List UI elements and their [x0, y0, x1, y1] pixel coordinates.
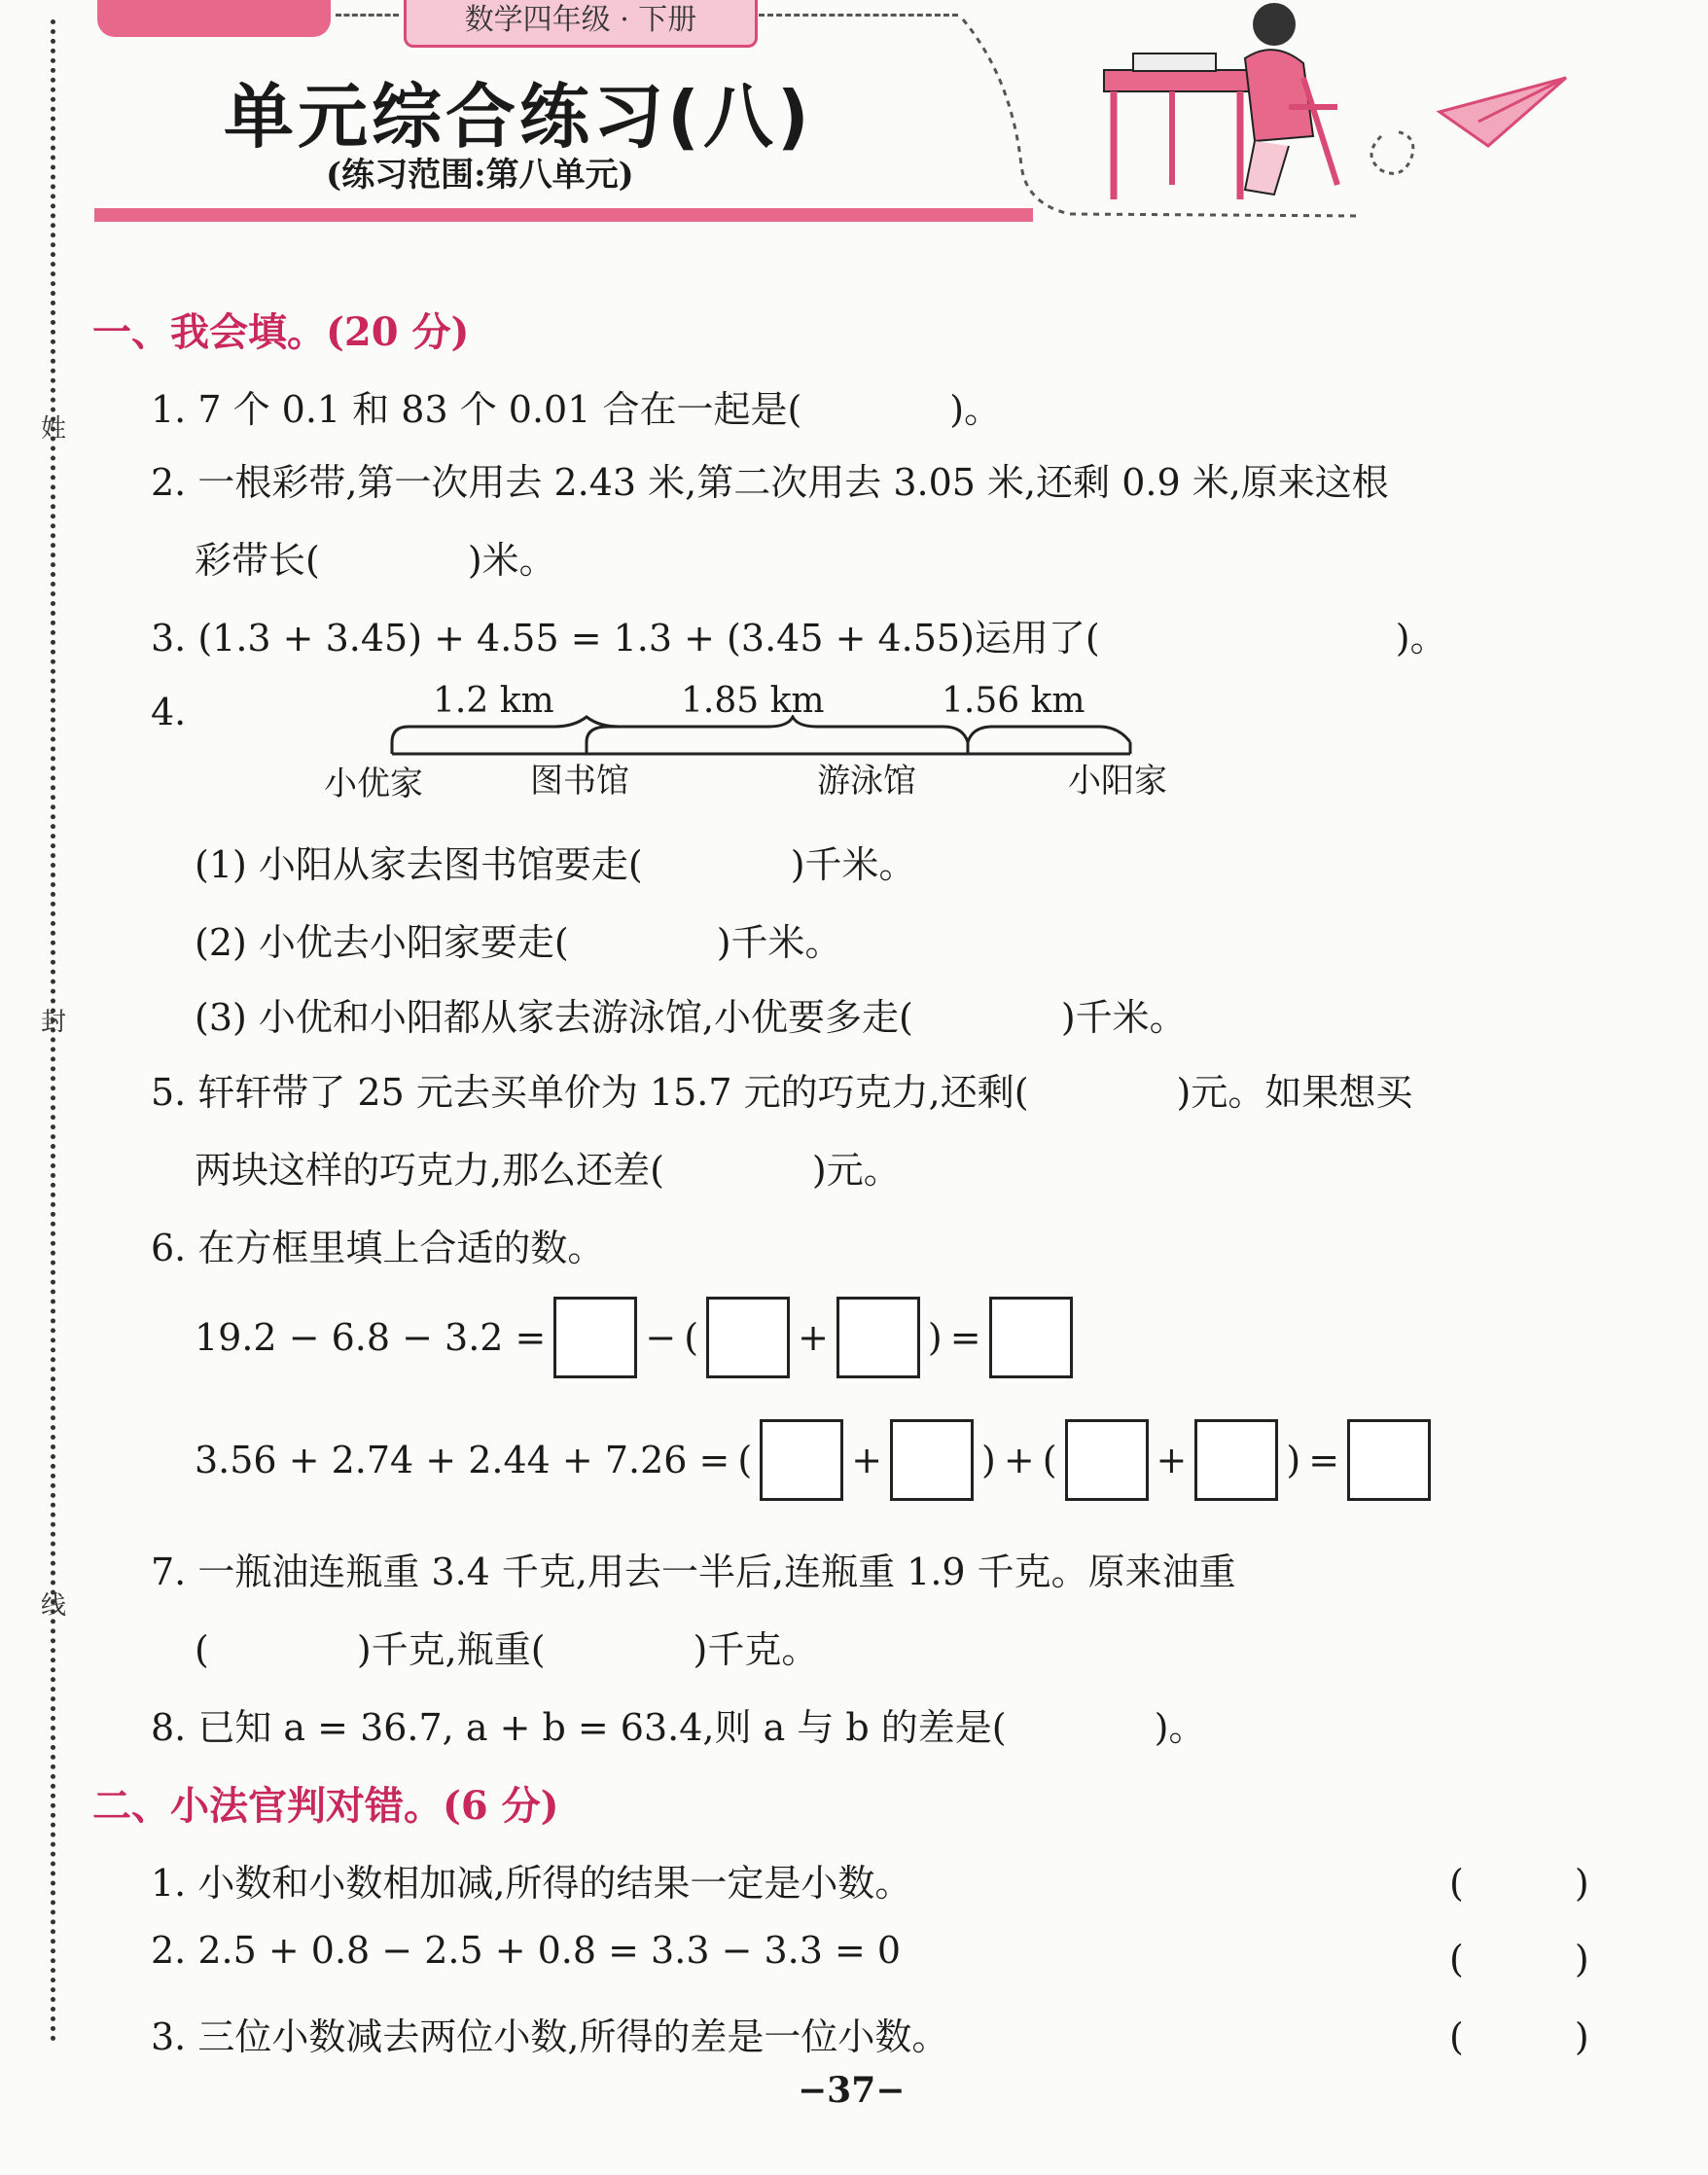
question-4-part-2: (2) 小优去小阳家要走( )千米。	[195, 921, 842, 964]
distance-label-3: 1.56 km	[942, 681, 1085, 721]
equals-sign: =	[1308, 1439, 1340, 1481]
answer-box[interactable]	[989, 1297, 1073, 1378]
judge-item-1: 1. 小数和小数相加减,所得的结果一定是小数。	[151, 1862, 912, 1905]
title-underline-bar	[94, 208, 1033, 222]
question-1: 1. 7 个 0.1 和 83 个 0.01 合在一起是( )。	[151, 388, 1002, 431]
equation-2-left: 3.56 + 2.74 + 2.44 + 7.26 =	[195, 1439, 730, 1481]
answer-box[interactable]	[706, 1297, 790, 1378]
student-desk-illustration	[953, 0, 1595, 229]
place-library: 图书馆	[530, 762, 629, 801]
plus-sign: +	[798, 1316, 829, 1359]
equation-2	[195, 1419, 1431, 1501]
question-2-line2: 彩带长( )米。	[195, 539, 556, 582]
answer-box[interactable]	[1065, 1419, 1149, 1501]
answer-box[interactable]	[553, 1297, 637, 1378]
equals-sign: =	[949, 1316, 981, 1359]
place-swimming-hall: 游泳馆	[817, 762, 916, 801]
equation-1-left: 19.2 − 6.8 − 3.2 =	[195, 1316, 547, 1359]
question-7-line2: ( )千克,瓶重( )千克。	[195, 1628, 819, 1671]
plus-sign: +	[1156, 1439, 1188, 1481]
judge-item-2: 2. 2.5 + 0.8 − 2.5 + 0.8 = 3.3 − 3.3 = 0	[151, 1929, 902, 1972]
question-6: 6. 在方框里填上合适的数。	[151, 1227, 605, 1269]
minus-sign: −	[645, 1316, 677, 1359]
left-paren: (	[1042, 1439, 1057, 1481]
equation-1	[195, 1297, 1073, 1378]
header-dash-left	[336, 14, 399, 17]
right-paren: )	[981, 1439, 996, 1481]
section-2-title: 二、小法官判对错。(6 分)	[92, 1783, 559, 1829]
page-title: 单元综合练习(八)	[224, 76, 813, 158]
answer-box[interactable]	[1347, 1419, 1431, 1501]
place-xiaoyou-home: 小优家	[324, 765, 423, 803]
margin-label-seal: 封	[41, 1008, 67, 1037]
question-7-line1: 7. 一瓶油连瓶重 3.4 千克,用去一半后,连瓶重 1.9 千克。原来油重	[151, 1551, 1236, 1593]
left-paren: (	[737, 1439, 753, 1481]
plus-sign: +	[851, 1439, 883, 1481]
grade-tab: 数学四年级 · 下册	[404, 0, 758, 48]
question-3: 3. (1.3 + 3.45) + 4.55 = 1.3 + (3.45 + 4.55)运用了( )。	[151, 617, 1447, 660]
place-xiaoyang-home: 小阳家	[1068, 762, 1167, 801]
header-dash-right	[759, 14, 958, 17]
question-8: 8. 已知 a = 36.7, a + b = 63.4,则 a 与 b 的差是( )。	[151, 1706, 1206, 1749]
answer-box[interactable]	[836, 1297, 920, 1378]
top-pink-tag	[97, 0, 331, 37]
question-4-number: 4.	[151, 691, 187, 733]
question-5-line2: 两块这样的巧克力,那么还差( )元。	[195, 1149, 901, 1192]
page-number: −37−	[798, 2070, 906, 2111]
answer-box[interactable]	[760, 1419, 843, 1501]
right-paren: )	[927, 1316, 943, 1359]
judge-bracket-2[interactable]: ( )	[1449, 1938, 1589, 1980]
judge-item-3: 3. 三位小数减去两位小数,所得的差是一位小数。	[151, 2015, 949, 2058]
left-paren: (	[684, 1316, 699, 1359]
answer-box[interactable]	[1194, 1419, 1278, 1501]
margin-label-line: 线	[41, 1591, 67, 1621]
section-1-title: 一、我会填。(20 分)	[92, 309, 470, 355]
answer-box[interactable]	[890, 1419, 974, 1501]
question-2-line1: 2. 一根彩带,第一次用去 2.43 米,第二次用去 3.05 米,还剩 0.9 米,原来这根	[151, 461, 1389, 504]
right-paren: )	[1286, 1439, 1301, 1481]
distance-label-2: 1.85 km	[681, 681, 825, 721]
question-4-part-1: (1) 小阳从家去图书馆要走( )千米。	[195, 843, 916, 886]
margin-label-name: 姓	[41, 414, 67, 444]
question-5-line1: 5. 轩轩带了 25 元去买单价为 15.7 元的巧克力,还剩( )元。如果想买	[151, 1071, 1413, 1114]
distance-label-1: 1.2 km	[433, 681, 554, 721]
judge-bracket-3[interactable]: ( )	[1449, 2015, 1589, 2058]
question-4-part-3: (3) 小优和小阳都从家去游泳馆,小优要多走( )千米。	[195, 996, 1187, 1039]
page-subtitle: (练习范围:第八单元)	[326, 156, 634, 195]
distance-braces	[379, 715, 1138, 764]
plus-sign: +	[1003, 1439, 1035, 1481]
judge-bracket-1[interactable]: ( )	[1449, 1862, 1589, 1905]
